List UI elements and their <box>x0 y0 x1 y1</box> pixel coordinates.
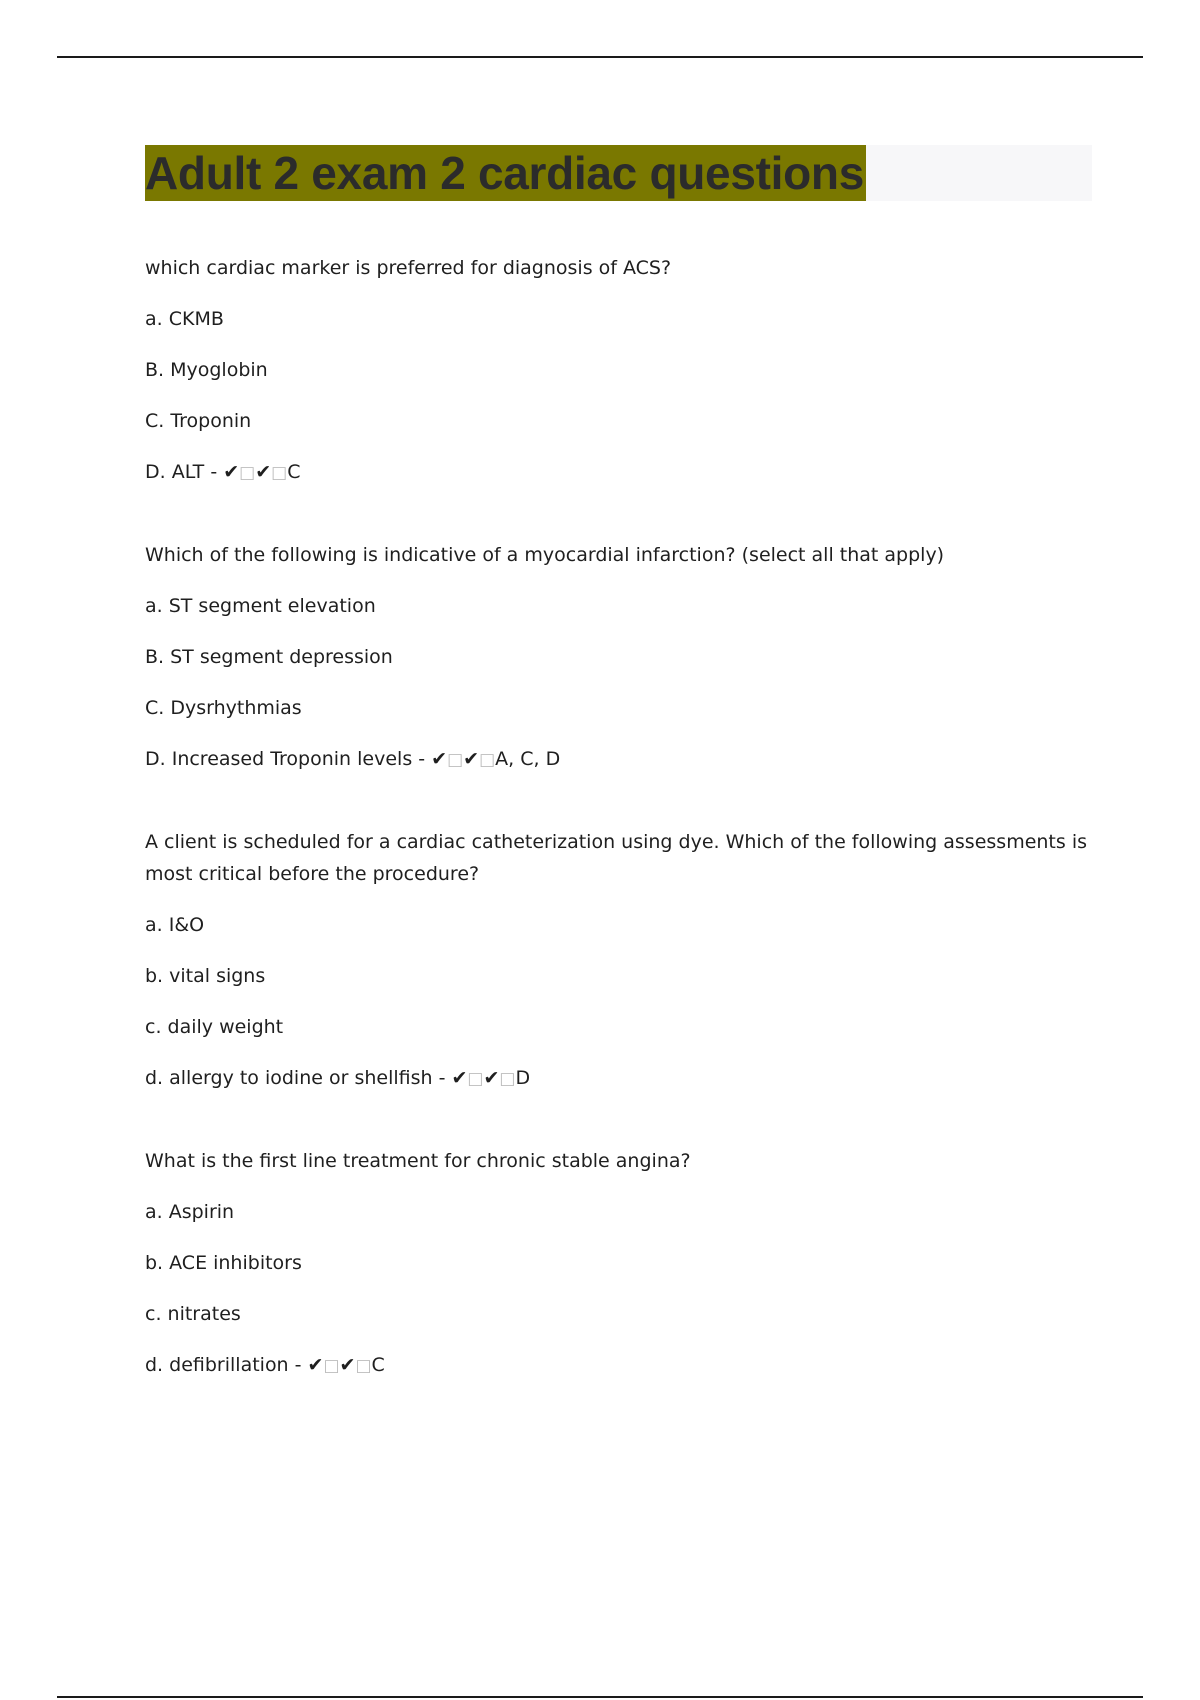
correct-answer: C <box>287 461 301 483</box>
question-text: which cardiac marker is preferred for diagnosis of ACS? <box>145 257 672 279</box>
bottom-rule <box>57 1696 1143 1698</box>
answer-option-last <box>145 1349 1095 1382</box>
question-list <box>145 252 1095 1432</box>
answer-option-text: D. Increased Troponin levels - <box>145 748 426 770</box>
box-icon: □ <box>467 1069 484 1089</box>
answer-option-last <box>145 743 1095 776</box>
answer-marker <box>223 461 287 483</box>
box-icon: □ <box>323 1356 340 1376</box>
answer-marker <box>452 1067 516 1089</box>
correct-answer: D <box>515 1067 531 1089</box>
answer-option: C. Dysrhythmias <box>145 697 302 719</box>
answer-option: B. Myoglobin <box>145 359 268 381</box>
question-block <box>145 1145 1095 1382</box>
answer-option-text: d. allergy to iodine or shellfish - <box>145 1067 446 1089</box>
answer-marker <box>308 1354 372 1376</box>
box-icon: □ <box>479 750 496 770</box>
question-text: Which of the following is indicative of a myocardial infarction? (select all that apply) <box>145 544 945 566</box>
check-icon: ✔ <box>451 1067 468 1089</box>
answer-option-text: D. ALT - <box>145 461 218 483</box>
answer-option: b. vital signs <box>145 965 266 987</box>
question-block <box>145 539 1095 776</box>
answer-marker <box>431 748 495 770</box>
box-icon: □ <box>499 1069 516 1089</box>
box-icon: □ <box>447 750 464 770</box>
box-icon: □ <box>271 463 288 483</box>
check-icon: ✔ <box>255 461 272 483</box>
answer-option: c. daily weight <box>145 1016 284 1038</box>
question-block <box>145 826 1095 1095</box>
correct-answer: C <box>371 1354 385 1376</box>
question-text: A client is scheduled for a cardiac catheterization using dye. Which of the following assessments is most critical before the procedure? <box>145 831 1087 885</box>
answer-option: a. CKMB <box>145 308 224 330</box>
check-icon: ✔ <box>223 461 240 483</box>
correct-answer: A, C, D <box>495 748 561 770</box>
answer-option: C. Troponin <box>145 410 252 432</box>
check-icon: ✔ <box>463 748 480 770</box>
answer-option: B. ST segment depression <box>145 646 393 668</box>
top-rule <box>57 56 1143 58</box>
answer-option-last <box>145 456 1095 489</box>
question-block <box>145 252 1095 489</box>
answer-option: c. nitrates <box>145 1303 241 1325</box>
answer-option: b. ACE inhibitors <box>145 1252 302 1274</box>
answer-option: a. ST segment elevation <box>145 595 376 617</box>
box-icon: □ <box>239 463 256 483</box>
box-icon: □ <box>355 1356 372 1376</box>
answer-option-text: d. defibrillation - <box>145 1354 302 1376</box>
answer-option: a. I&O <box>145 914 205 936</box>
document-title: Adult 2 exam 2 cardiac questions <box>145 147 864 199</box>
check-icon: ✔ <box>339 1354 356 1376</box>
question-text: What is the first line treatment for chronic stable angina? <box>145 1150 691 1172</box>
check-icon: ✔ <box>431 748 448 770</box>
answer-option: a. Aspirin <box>145 1201 235 1223</box>
answer-option-last <box>145 1062 1095 1095</box>
check-icon: ✔ <box>483 1067 500 1089</box>
check-icon: ✔ <box>307 1354 324 1376</box>
